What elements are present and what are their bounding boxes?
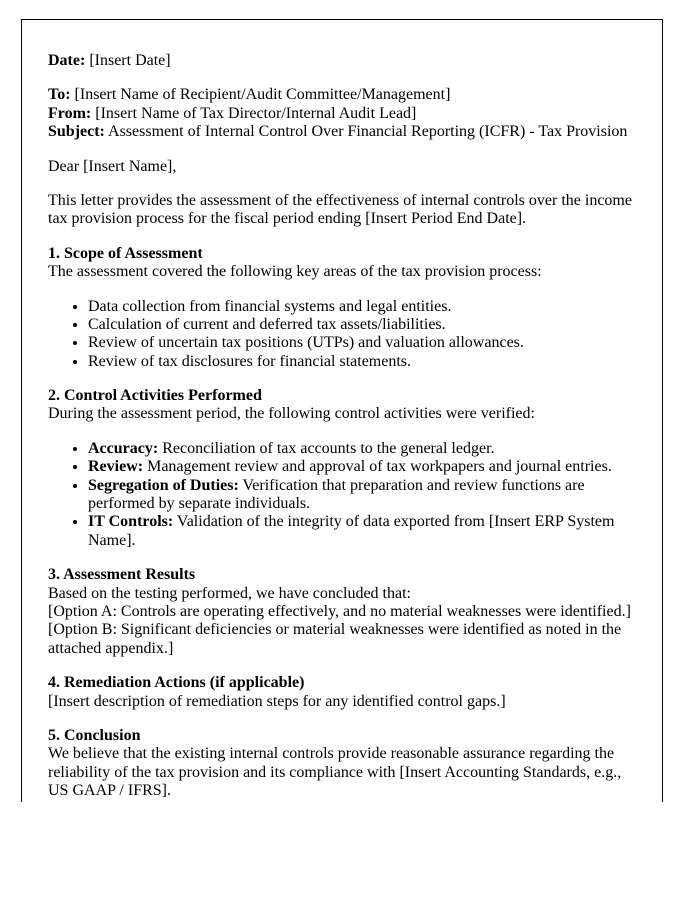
section-5-block <box>48 727 636 801</box>
section-2-title: 2. Control Activities Performed <box>48 387 262 405</box>
section-2-lead: During the assessment period, the following control activities were verified: <box>48 405 535 423</box>
date-value: [Insert Date] <box>85 52 171 69</box>
salutation: Dear [Insert Name], <box>48 157 177 175</box>
section-4-title: 4. Remediation Actions (if applicable) <box>48 674 305 692</box>
list-item: • Calculation of current and deferred tax assets/liabilities. <box>88 316 636 334</box>
list-item: • Data collection from financial systems and legal entities. <box>88 298 636 316</box>
list-item <box>88 458 636 476</box>
date-label: Date: <box>48 52 86 69</box>
section-2-bullet-list <box>48 440 636 550</box>
section-2-heading-block <box>48 387 636 424</box>
list-item: • Review of uncertain tax positions (UTPs) and valuation allowances. <box>88 334 636 352</box>
section-1-title: 1. Scope of Assessment <box>48 244 203 262</box>
bullet-text: Validation of the integrity of data exported from [Insert ERP System Name]. <box>88 513 615 549</box>
bullet-label: Accuracy: <box>88 439 159 457</box>
bullet-text: Management review and approval of tax workpapers and journal entries. <box>143 458 612 476</box>
intro-paragraph: This letter provides the assessment of the effectiveness of internal controls over the income tax provision process for the fiscal period ending [Insert Period End Date]. <box>48 191 632 228</box>
section-5-line: We believe that the existing internal controls provide reasonable assurance regarding the reliability of the tax provision and its compliance with [Insert Accounting Standards, e.g., US GAAP / IFRS]. <box>48 745 622 800</box>
letter-page <box>21 19 663 802</box>
recipient-block <box>48 86 636 141</box>
section-3-line: [Option B: Significant deficiencies or material weaknesses were identified as noted in the attached appendix.] <box>48 621 622 657</box>
section-3-line: Based on the testing performed, we have concluded that: <box>48 584 411 602</box>
section-5-title: 5. Conclusion <box>48 726 141 744</box>
section-1-heading-block <box>48 245 636 282</box>
subject-value: Assessment of Internal Control Over Financial Reporting (ICFR) - Tax Provision <box>104 123 628 141</box>
bullet-label: Review: <box>88 458 144 476</box>
from-value: [Insert Name of Tax Director/Internal Audit Lead] <box>91 104 417 122</box>
list-item: • Review of tax disclosures for financial statements. <box>88 353 636 371</box>
section-1-bullet-list <box>48 298 636 372</box>
section-3-title: 3. Assessment Results <box>48 566 196 584</box>
bullet-label: Segregation of Duties: <box>88 476 239 494</box>
section-4-line: [Insert description of remediation steps for any identified control gaps.] <box>48 692 506 710</box>
bullet-text: Reconciliation of tax accounts to the general ledger. <box>158 439 495 457</box>
subject-label: Subject: <box>48 123 105 141</box>
from-label: From: <box>48 104 92 122</box>
list-item <box>88 477 636 514</box>
to-value: [Insert Name of Recipient/Audit Committee/Management] <box>70 86 451 104</box>
section-3-line: [Option A: Controls are operating effectively, and no material weaknesses were identified.] <box>48 602 631 620</box>
bullet-label: IT Controls: <box>88 513 174 531</box>
bullet-text: Verification that preparation and review functions are performed by separate individuals. <box>88 476 585 513</box>
section-3-block <box>48 566 636 658</box>
list-item <box>88 513 636 550</box>
date-line <box>48 52 636 70</box>
section-1-lead: The assessment covered the following key areas of the tax provision process: <box>48 263 542 281</box>
section-4-block <box>48 674 636 711</box>
to-label: To: <box>48 86 71 104</box>
list-item <box>88 440 636 458</box>
